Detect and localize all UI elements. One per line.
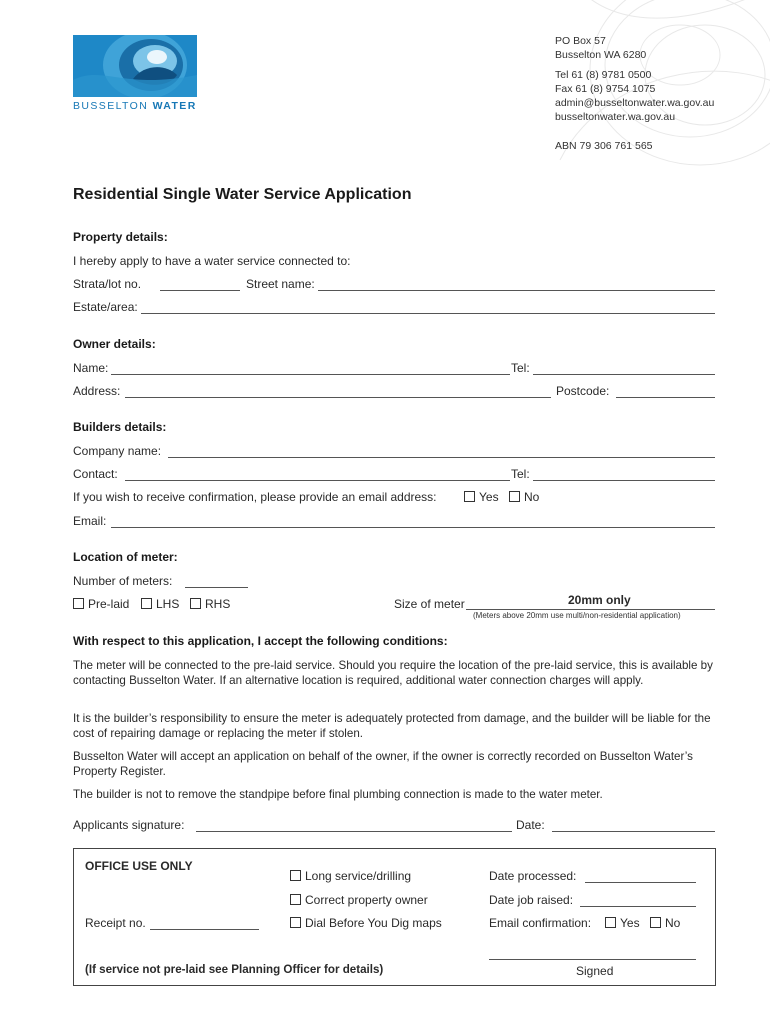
property-intro: I hereby apply to have a water service connected to:	[73, 254, 351, 268]
condition-paragraph-4: The builder is not to remove the standpipe before final plumbing connection is made to the water meter.	[73, 788, 603, 801]
office-use-heading: OFFICE USE ONLY	[85, 859, 193, 873]
confirm-no-checkbox[interactable]	[509, 491, 520, 502]
prelaid-checkbox[interactable]	[73, 598, 84, 609]
office-check-property-owner[interactable]	[290, 893, 428, 907]
receipt-number-field[interactable]	[150, 929, 259, 930]
office-yes-label: Yes	[620, 916, 640, 930]
applicant-signature-label: Applicants signature:	[73, 818, 185, 832]
address-line-2: Busselton WA 6280	[555, 49, 647, 61]
brand-name-part1: BUSSELTON	[73, 100, 149, 112]
abn-number: ABN 79 306 761 565	[555, 140, 653, 152]
confirm-no-label: No	[524, 490, 540, 504]
condition-paragraph-2: It is the builder’s responsibility to ensure the meter is adequately protected from damage, and the builder will be liable for the cost of repairing damage or replacing the meter if stolen.	[73, 712, 711, 740]
owner-details-heading: Owner details:	[73, 337, 156, 351]
office-footer-note: (If service not pre-laid see Planning Officer for details)	[85, 963, 384, 976]
owner-tel-field[interactable]	[533, 374, 715, 375]
date-job-raised-label: Date job raised:	[489, 893, 574, 907]
rhs-label: RHS	[205, 597, 231, 611]
street-name-label: Street name:	[246, 277, 315, 291]
office-check-dial-before-dig[interactable]	[290, 916, 442, 930]
busselton-water-logo	[73, 35, 199, 113]
confirm-yes-checkbox[interactable]	[464, 491, 475, 502]
condition-paragraph-1: The meter will be connected to the pre-laid service. Should you require the location of the pre-laid service, this is available by contacting Busselton Water. If an alternative location is required, additional water connection charges will apply.	[73, 659, 713, 687]
company-name-label: Company name:	[73, 444, 162, 458]
builder-tel-label: Tel:	[511, 467, 530, 481]
builder-tel-field[interactable]	[533, 480, 715, 481]
conditions-heading: With respect to this application, I accept the following conditions:	[73, 634, 448, 648]
office-signed-field[interactable]	[489, 959, 696, 960]
prelaid-label: Pre-laid	[88, 597, 130, 611]
date-processed-label: Date processed:	[489, 869, 577, 883]
address-line-1: PO Box 57	[555, 35, 606, 47]
contact-fax: Fax 61 (8) 9754 1075	[555, 83, 656, 95]
long-service-label: Long service/drilling	[305, 869, 412, 883]
date-job-raised-field[interactable]	[580, 906, 696, 907]
dial-before-dig-checkbox[interactable]	[290, 917, 301, 928]
company-name-field[interactable]	[168, 457, 715, 458]
signature-date-field[interactable]	[552, 831, 715, 832]
estate-area-field[interactable]	[141, 313, 715, 314]
property-details-heading: Property details:	[73, 230, 168, 244]
builder-contact-field[interactable]	[125, 480, 510, 481]
office-yes-checkbox[interactable]	[605, 917, 616, 928]
meter-option-lhs[interactable]	[141, 597, 179, 611]
lhs-checkbox[interactable]	[141, 598, 152, 609]
office-yes-option[interactable]	[605, 916, 640, 930]
size-of-meter-label: Size of meter	[394, 597, 465, 611]
confirm-yes-option[interactable]	[464, 490, 499, 504]
confirmation-prompt: If you wish to receive confirmation, please provide an email address:	[73, 490, 437, 504]
estate-area-label: Estate/area:	[73, 300, 138, 314]
office-check-long-service[interactable]	[290, 869, 411, 883]
size-of-meter-value: 20mm only	[568, 593, 631, 607]
strata-lot-label: Strata/lot no.	[73, 277, 142, 291]
strata-lot-field[interactable]	[160, 290, 240, 291]
confirm-no-option[interactable]	[509, 490, 539, 504]
number-of-meters-field[interactable]	[185, 587, 248, 588]
owner-name-label: Name:	[73, 361, 109, 375]
meter-option-prelaid[interactable]	[73, 597, 129, 611]
signature-date-label: Date:	[516, 818, 545, 832]
owner-name-field[interactable]	[111, 374, 510, 375]
long-service-checkbox[interactable]	[290, 870, 301, 881]
owner-tel-label: Tel:	[511, 361, 530, 375]
receipt-number-label: Receipt no.	[85, 916, 146, 930]
owner-postcode-label: Postcode:	[556, 384, 610, 398]
confirm-yes-label: Yes	[479, 490, 499, 504]
builder-email-label: Email:	[73, 514, 107, 528]
builders-details-heading: Builders details:	[73, 420, 167, 434]
owner-address-field[interactable]	[125, 397, 551, 398]
builder-contact-label: Contact:	[73, 467, 118, 481]
email-confirmation-label: Email confirmation:	[489, 916, 592, 930]
dial-before-dig-label: Dial Before You Dig maps	[305, 916, 442, 930]
brand-name-part2: WATER	[152, 100, 197, 112]
builder-email-field[interactable]	[111, 527, 715, 528]
owner-postcode-field[interactable]	[616, 397, 715, 398]
size-of-meter-note: (Meters above 20mm use multi/non-residential application)	[473, 611, 681, 620]
office-no-checkbox[interactable]	[650, 917, 661, 928]
contact-tel: Tel 61 (8) 9781 0500	[555, 69, 652, 81]
property-owner-checkbox[interactable]	[290, 894, 301, 905]
street-name-field[interactable]	[318, 290, 715, 291]
lhs-label: LHS	[156, 597, 180, 611]
office-no-option[interactable]	[650, 916, 680, 930]
property-owner-label: Correct property owner	[305, 893, 428, 907]
applicant-signature-field[interactable]	[196, 831, 512, 832]
office-signed-label: Signed	[576, 964, 614, 978]
location-of-meter-heading: Location of meter:	[73, 550, 178, 564]
form-title: Residential Single Water Service Application	[73, 186, 412, 203]
size-of-meter-field[interactable]	[466, 609, 715, 610]
meter-option-rhs[interactable]	[190, 597, 230, 611]
condition-paragraph-3: Busselton Water will accept an application on behalf of the owner, if the owner is correctly recorded on Busselton Water’s Property Register.	[73, 750, 693, 778]
contact-website: busseltonwater.wa.gov.au	[555, 111, 676, 123]
date-processed-field[interactable]	[585, 882, 696, 883]
contact-email: admin@busseltonwater.wa.gov.au	[555, 97, 715, 109]
owner-address-label: Address:	[73, 384, 121, 398]
office-no-label: No	[665, 916, 681, 930]
number-of-meters-label: Number of meters:	[73, 574, 173, 588]
water-swirl-logo-icon	[73, 35, 197, 97]
rhs-checkbox[interactable]	[190, 598, 201, 609]
